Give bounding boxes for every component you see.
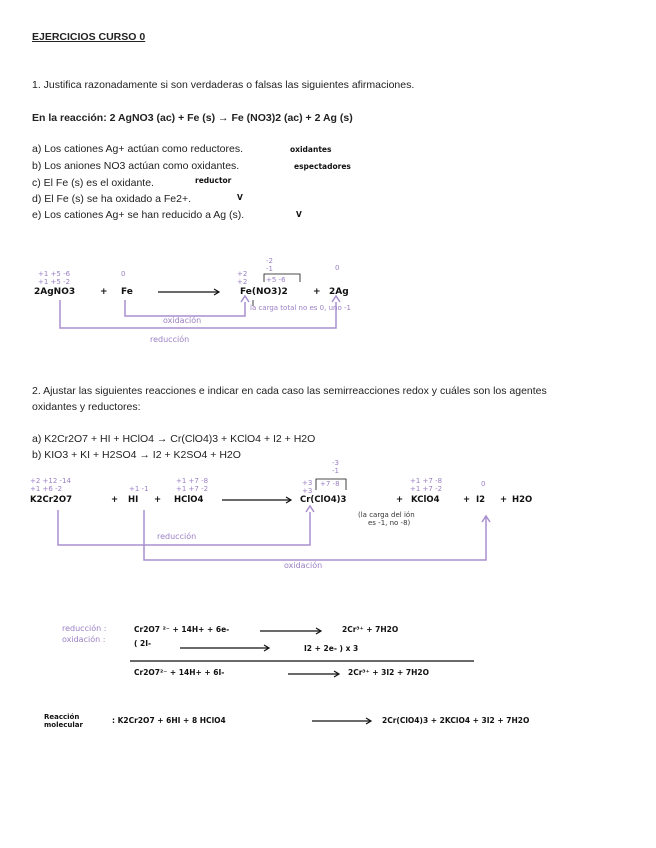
q2-ox-k2cr2o7-a: +2 +12 -14 <box>30 477 71 485</box>
q2-note-a: (la carga del ión <box>358 511 415 519</box>
q1-item-b: b) Los aniones NO3 actúan como oxidantes. <box>32 160 240 172</box>
q2-ox-hclo4-a: +1 +7 -8 <box>176 477 209 485</box>
q2-ox-kclo4-b: +1 +7 -2 <box>410 485 443 493</box>
half-red-label: reducción : <box>62 624 107 633</box>
q2-ox-hclo4-b: +1 +7 -2 <box>176 485 209 493</box>
q1-reaction: En la reacción: 2 AgNO3 (ac) + Fe (s) → Fe (NO3)2 (ac) + 2 Ag (s) <box>32 112 353 124</box>
q1-species-fe: Fe <box>121 287 133 297</box>
q1-answer-c: reductor <box>195 176 232 185</box>
q2-reaction-a: a) K2Cr2O7 + HI + HClO4 → Cr(ClO4)3 + KClO4 + I2 + H2O <box>32 433 316 445</box>
q2-reaction-b: b) KIO3 + KI + H2SO4 → I2 + K2SO4 + H2O <box>32 449 241 461</box>
q2-species-crclo4: Cr(ClO4)3 <box>300 495 347 505</box>
q2-ox-i2: 0 <box>481 480 486 488</box>
q1-ox-feno3-a: +2 <box>237 270 248 278</box>
q1-species-feno3: Fe(NO3)2 <box>240 287 288 297</box>
q2-plus-5: + <box>500 495 508 505</box>
q1-item-c: c) El Fe (s) es el oxidante. <box>32 177 154 189</box>
q1-item-d: d) El Fe (s) se ha oxidado a Fe2+. <box>32 193 192 205</box>
q2-reduction-label: reducción <box>157 532 197 541</box>
q1-reduction-label: reducción <box>150 335 190 344</box>
molecular-rhs: 2Cr(ClO4)3 + 2KClO4 + 3I2 + 7H2O <box>382 716 530 725</box>
q1-ox-no3-top: -2 <box>266 257 273 265</box>
q1-prompt: 1. Justifica razonadamente si son verdaderas o falsas las siguientes afirmaciones. <box>32 79 415 91</box>
q1-ox-no3-c: +5 -6 <box>266 276 286 284</box>
page-title: EJERCICIOS CURSO 0 <box>32 31 146 43</box>
q2-species-kclo4: KClO4 <box>411 495 440 505</box>
half-sum-lhs: Cr2O7²⁻ + 14H+ + 6I- <box>134 668 225 677</box>
q2-plus-1: + <box>111 495 119 505</box>
q2-ox-kclo4-a: +1 +7 -8 <box>410 477 443 485</box>
molecular-label-a: Reacción <box>44 713 80 721</box>
q1-plus-2: + <box>313 287 321 297</box>
q1-ox-no3-mid: -1 <box>266 265 273 273</box>
q2-species-i2: I2 <box>476 495 486 505</box>
q2-plus-3: + <box>396 495 404 505</box>
q2-prompt-line1: 2. Ajustar las siguientes reacciones e indicar en cada caso las semirreacciones redox y cuáles son los agentes <box>32 385 547 397</box>
q2-species-k2cr2o7: K2Cr2O7 <box>30 495 72 505</box>
q2-ox-clo4-top: -3 <box>332 459 339 467</box>
q1-oxidation-label: oxidación <box>163 316 202 325</box>
q1-ox-agno3-b: +1 +5 -2 <box>38 278 71 286</box>
q2-plus-2: + <box>154 495 162 505</box>
half-red-rhs: 2Cr³⁺ + 7H2O <box>342 625 399 634</box>
q2-ox-clo4-c: +7 -8 <box>320 480 340 488</box>
q2-species-h2o: H2O <box>512 495 533 505</box>
q1-ox-feno3-b: +2 <box>237 278 248 286</box>
q1-answer-b: espectadores <box>294 162 351 171</box>
half-sum-rhs: 2Cr³⁺ + 3I2 + 7H2O <box>348 668 429 677</box>
q1-species-agno3: 2AgNO3 <box>34 287 76 297</box>
q2-ox-k2cr2o7-b: +1 +6 -2 <box>30 485 63 493</box>
q2-note-b: es -1, no -8) <box>368 519 411 527</box>
q2-oxidation-label: oxidación <box>284 561 323 570</box>
q1-answer-a: oxidantes <box>290 145 332 154</box>
q2-ox-hi: +1 -1 <box>129 485 149 493</box>
q2-species-hclo4: HClO4 <box>174 495 204 505</box>
molecular-label-b: molecular <box>44 721 83 729</box>
q2-ox-clo4-mid: -1 <box>332 467 339 475</box>
q2-prompt-line2: oxidantes y reductores: <box>32 401 141 413</box>
q1-item-e: e) Los cationes Ag+ se han reducido a Ag (s). <box>32 209 245 221</box>
q1-answer-e: V <box>296 210 302 219</box>
half-ox-rhs: I2 + 2e- ) x 3 <box>304 644 359 653</box>
q1-ox-agno3-a: +1 +5 -6 <box>38 270 71 278</box>
q2-ox-cr-a: +3 <box>302 479 313 487</box>
q1-species-ag: 2Ag <box>329 287 349 297</box>
molecular-lhs: : K2Cr2O7 + 6HI + 8 HClO4 <box>112 716 226 725</box>
q1-answer-d: V <box>237 193 243 202</box>
q1-item-a: a) Los cationes Ag+ actúan como reductores. <box>32 143 243 155</box>
q1-plus-1: + <box>100 287 108 297</box>
half-ox-lhs: ( 2I- <box>134 639 152 648</box>
half-ox-label: oxidación : <box>62 635 106 644</box>
q1-ox-fe: 0 <box>121 270 126 278</box>
half-red-lhs: Cr2O7 ²⁻ + 14H+ + 6e- <box>134 625 230 634</box>
q1-ox-ag: 0 <box>335 264 340 272</box>
q2-plus-4: + <box>463 495 471 505</box>
q2-species-hi: HI <box>128 495 139 505</box>
q2-ox-cr-b: +3 <box>302 487 313 495</box>
q1-note: la carga total no es 0, uno -1 <box>250 304 351 312</box>
